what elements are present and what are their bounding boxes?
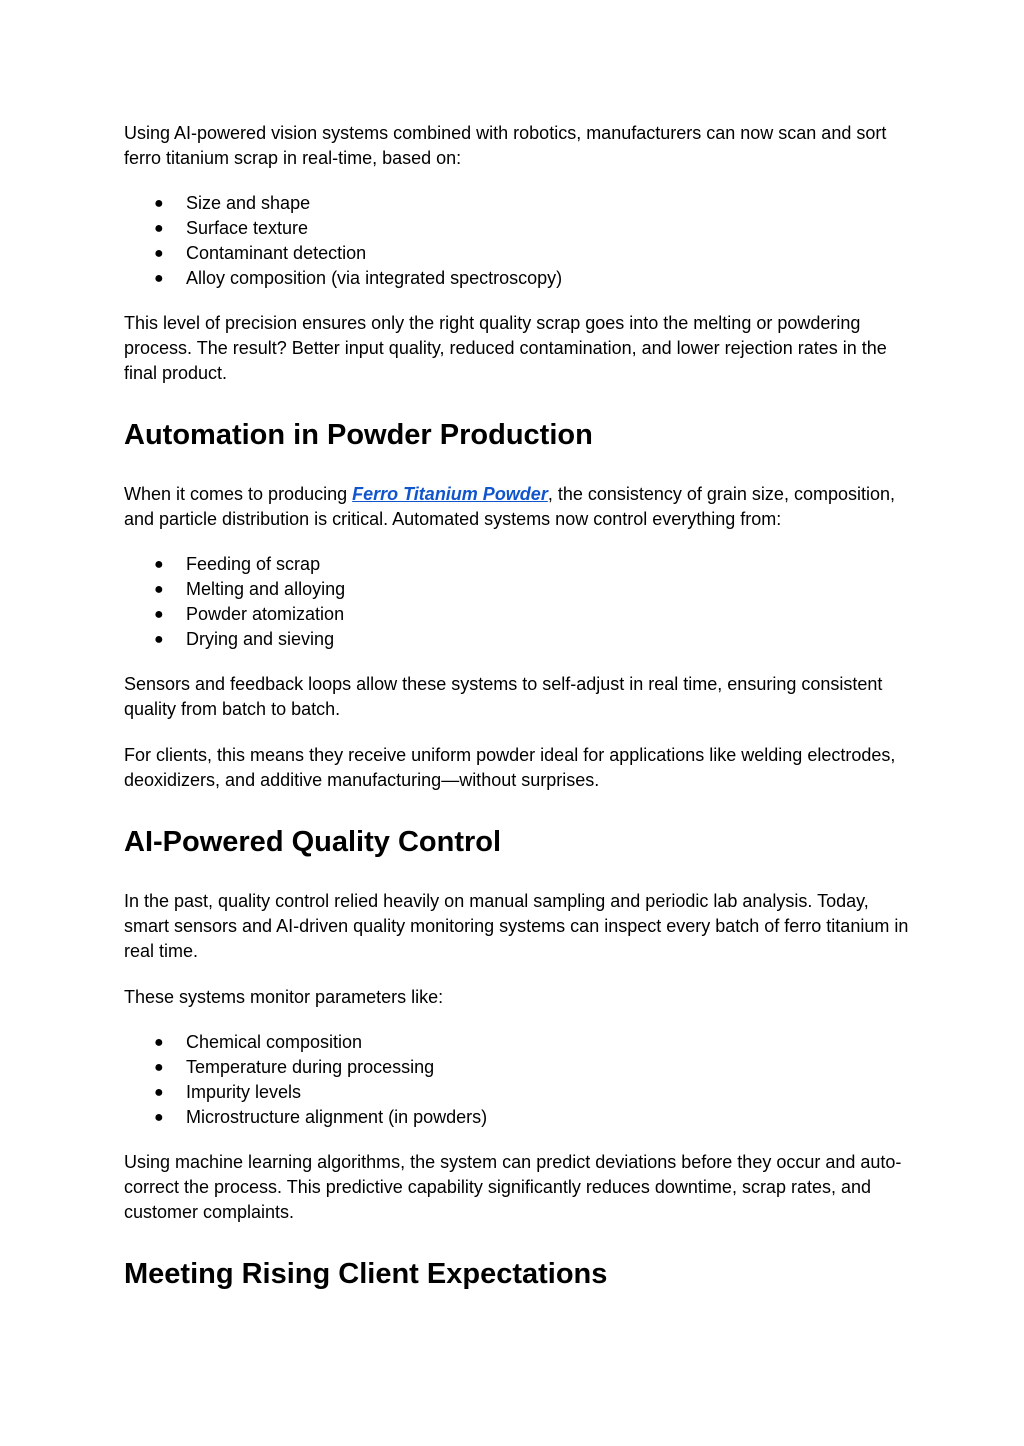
bullet-icon: ● bbox=[154, 195, 164, 212]
bullet-icon: ● bbox=[154, 245, 164, 262]
bullet-icon: ● bbox=[154, 581, 164, 598]
bullet-icon: ● bbox=[154, 1034, 164, 1051]
bullet-icon: ● bbox=[154, 1109, 164, 1126]
list-item: ● Surface texture bbox=[124, 216, 914, 241]
list-item: ● Contaminant detection bbox=[124, 241, 914, 266]
list-item: ● Drying and sieving bbox=[124, 627, 914, 652]
bullet-icon: ● bbox=[154, 1084, 164, 1101]
bullet-icon: ● bbox=[154, 1059, 164, 1076]
bullet-icon: ● bbox=[154, 606, 164, 623]
automation-bullet-list bbox=[124, 552, 914, 652]
automation-paragraph-1: Sensors and feedback loops allow these systems to self-adjust in real time, ensuring consistent quality from batch to batch. bbox=[124, 674, 883, 719]
bullet-icon: ● bbox=[154, 270, 164, 287]
list-item: ● Feeding of scrap bbox=[124, 552, 914, 577]
quality-paragraph-3: Using machine learning algorithms, the system can predict deviations before they occur and auto-correct the process. This predictive capability significantly reduces downtime, scrap rates, and customer complaints. bbox=[124, 1152, 902, 1222]
document-page bbox=[124, 121, 914, 1292]
list-item: ● Microstructure alignment (in powders) bbox=[124, 1105, 914, 1130]
intro-paragraph: Using AI-powered vision systems combined with robotics, manufacturers can now scan and sort ferro titanium scrap in real-time, based on: bbox=[124, 123, 887, 168]
automation-lead-paragraph: When it comes to producing Ferro Titanium Powder, the consistency of grain size, composition, and particle distribution is critical. Automated systems now control everything from: bbox=[124, 484, 895, 529]
list-item: ● Size and shape bbox=[124, 191, 914, 216]
list-item: ● Melting and alloying bbox=[124, 577, 914, 602]
quality-paragraph-2: These systems monitor parameters like: bbox=[124, 987, 444, 1007]
list-item: ● Impurity levels bbox=[124, 1080, 914, 1105]
ferro-titanium-powder-link[interactable]: Ferro Titanium Powder bbox=[352, 484, 548, 504]
heading-quality-control: AI-Powered Quality Control bbox=[124, 826, 502, 858]
heading-client-expectations: Meeting Rising Client Expectations bbox=[124, 1258, 608, 1290]
automation-paragraph-2: For clients, this means they receive uniform powder ideal for applications like welding electrodes, deoxidizers, and additive manufacturing—without surprises. bbox=[124, 745, 896, 790]
intro-closing-paragraph: This level of precision ensures only the right quality scrap goes into the melting or powdering process. The result? Better input quality, reduced contamination, and lower rejection rates in the final product. bbox=[124, 313, 887, 383]
heading-automation: Automation in Powder Production bbox=[124, 419, 593, 451]
list-item: ● Powder atomization bbox=[124, 602, 914, 627]
bullet-icon: ● bbox=[154, 220, 164, 237]
intro-bullet-list bbox=[124, 191, 914, 291]
quality-bullet-list bbox=[124, 1030, 914, 1130]
list-item: ● Temperature during processing bbox=[124, 1055, 914, 1080]
list-item: ● Alloy composition (via integrated spectroscopy) bbox=[124, 266, 914, 291]
list-item: ● Chemical composition bbox=[124, 1030, 914, 1055]
bullet-icon: ● bbox=[154, 556, 164, 573]
bullet-icon: ● bbox=[154, 631, 164, 648]
quality-paragraph-1: In the past, quality control relied heavily on manual sampling and periodic lab analysis. Today, smart sensors and AI-driven quality monitoring systems can inspect every batch of ferro titanium in real time. bbox=[124, 891, 909, 961]
